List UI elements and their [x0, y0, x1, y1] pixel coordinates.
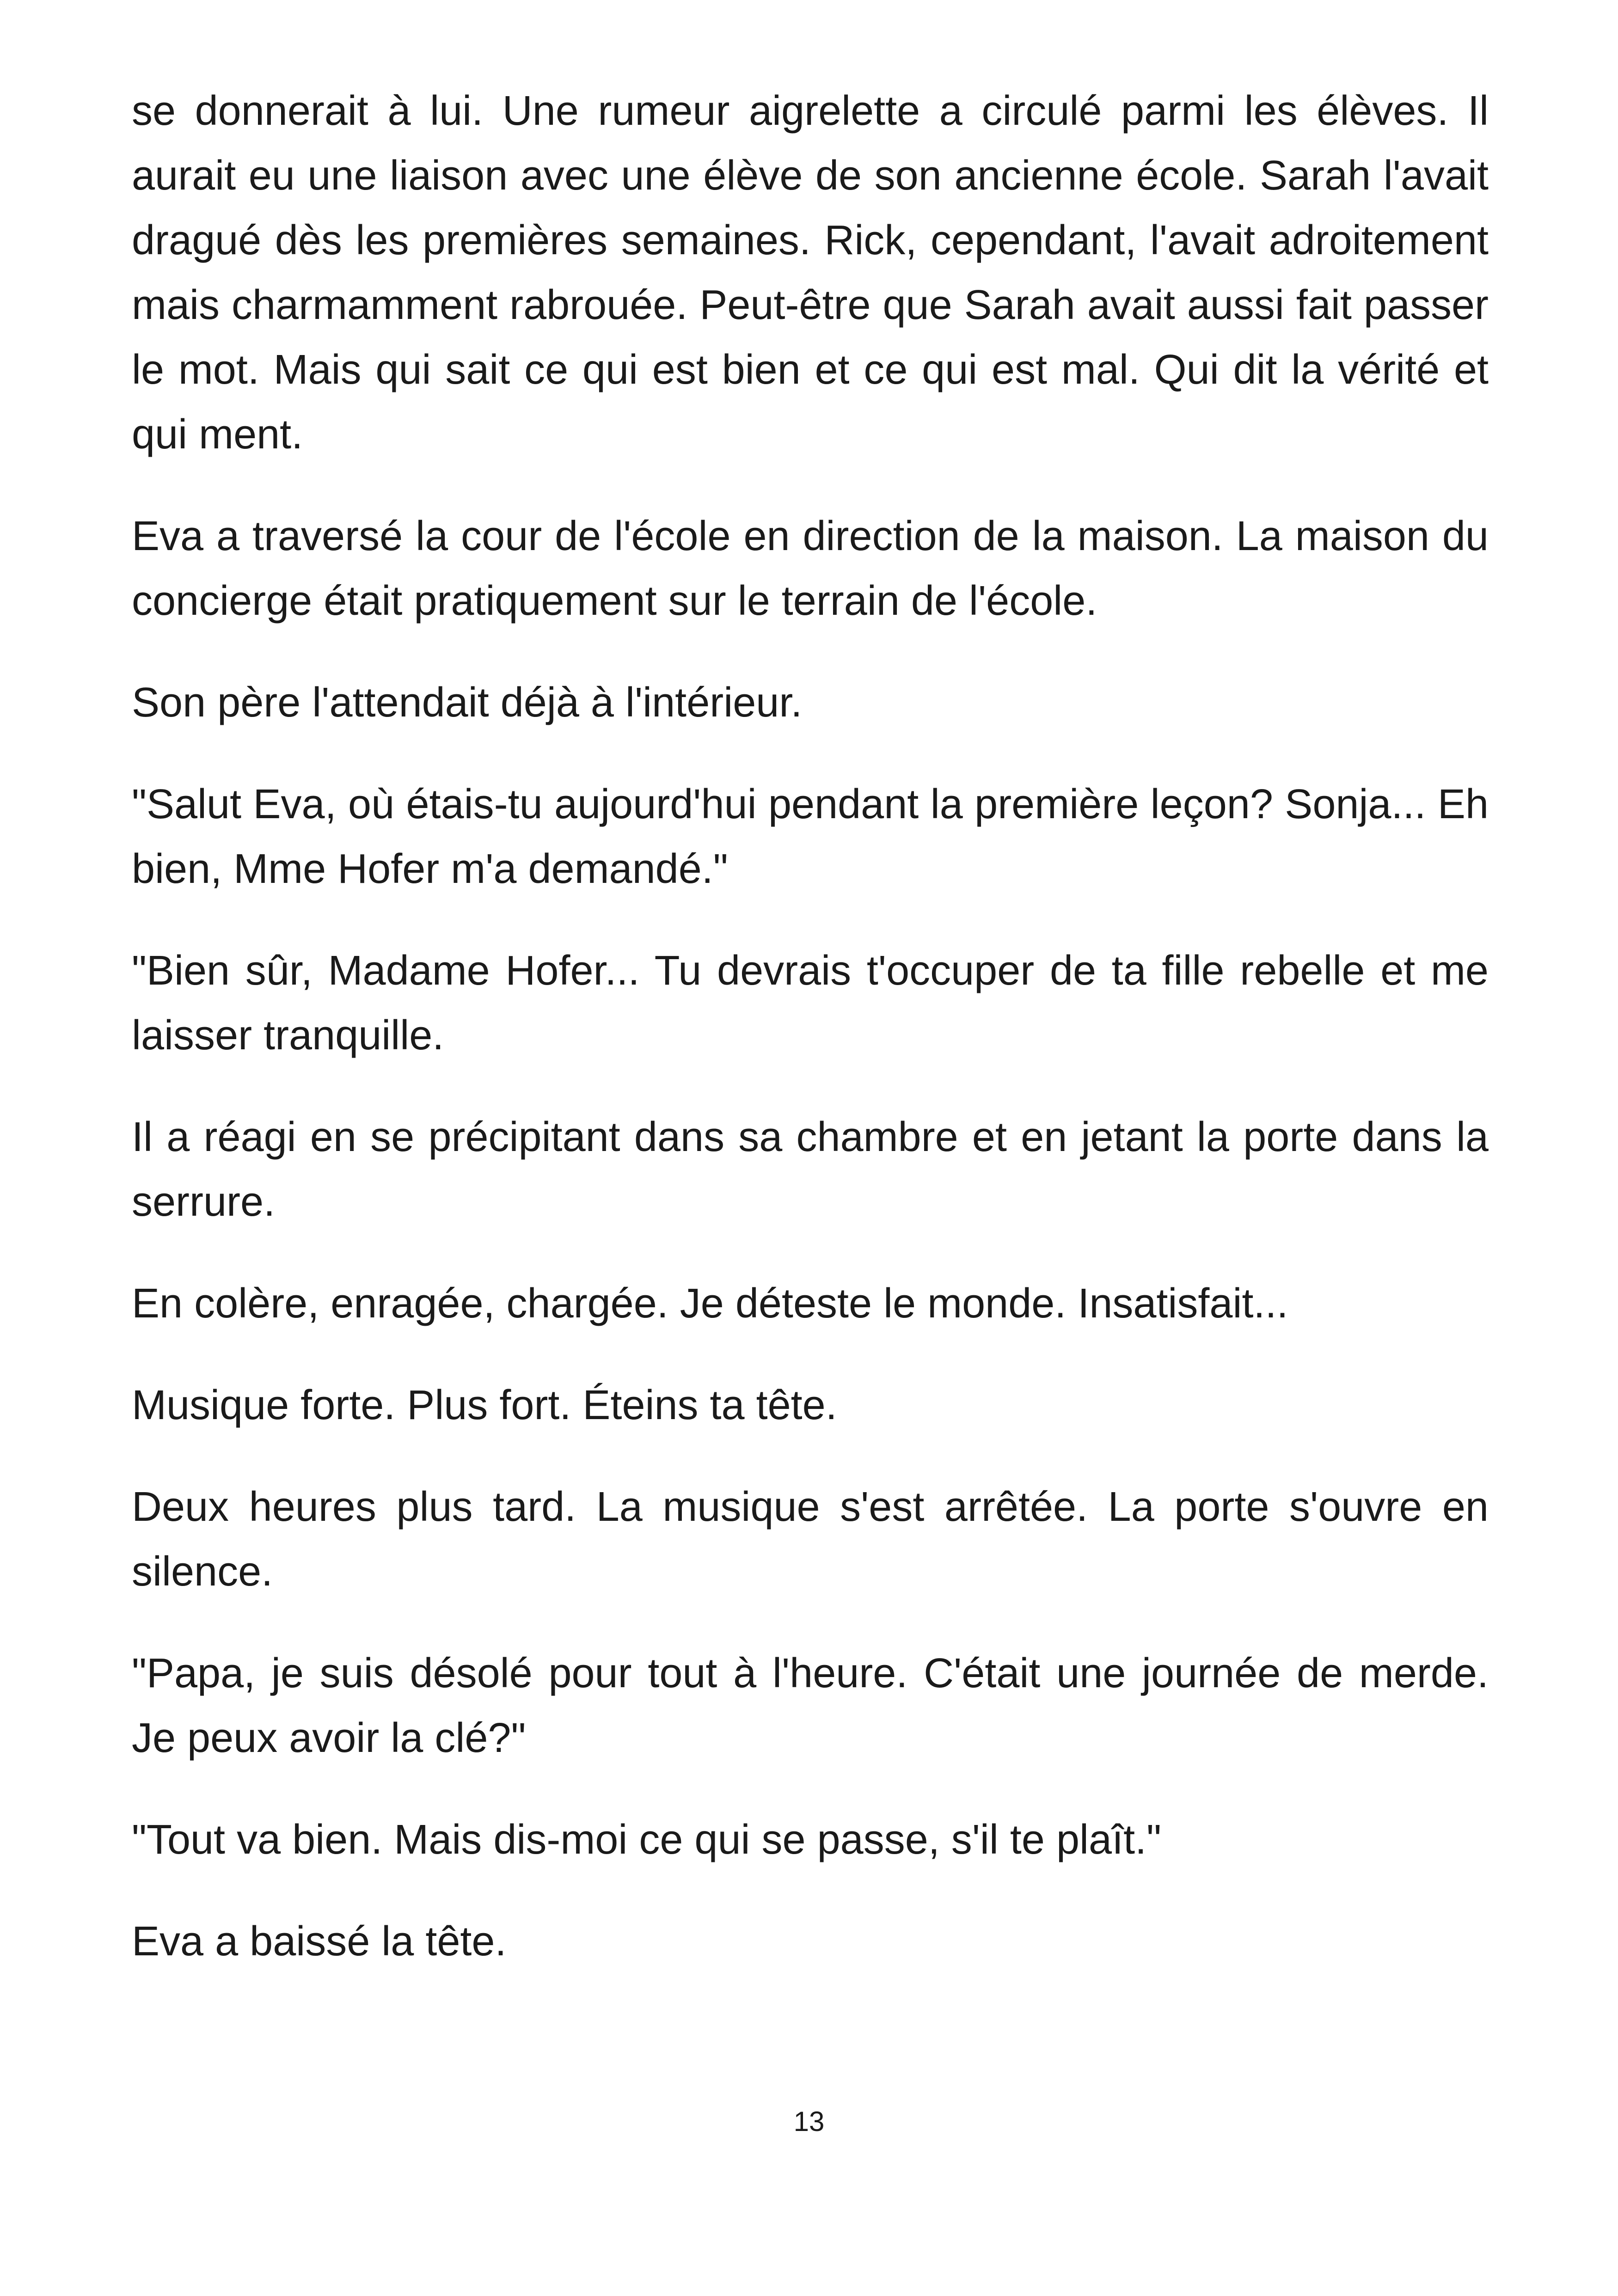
paragraph-6: Il a réagi en se précipitant dans sa chambre et en jetant la porte dans la serrure. — [132, 1114, 1489, 1225]
paragraph-1: se donnerait à lui. Une rumeur aigrelette a circulé parmi les élèves. Il aurait eu une liaison avec une élève de son ancienne école. Sarah l'avait dragué dès les premières semaines. Rick, cependant, l'avait adroitement mais charmamment rabrouée. Peut-être que Sarah avait aussi fait passer le mot. Mais qui sait ce qui est bien et ce qui est mal. Qui dit la vérité et qui ment. — [132, 88, 1489, 458]
paragraph-3: Son père l'attendait déjà à l'intérieur. — [132, 680, 803, 726]
body-text — [132, 79, 1489, 2011]
paragraph-8: Musique forte. Plus fort. Éteins ta tête. — [132, 1382, 837, 1428]
paragraph-12: Eva a baissé la tête. — [132, 1918, 507, 1965]
paragraph-4: "Salut Eva, où étais-tu aujourd'hui pendant la première leçon? Sonja... Eh bien, Mme Hofer m'a demandé." — [132, 781, 1489, 892]
paragraph-10: "Papa, je suis désolé pour tout à l'heure. C'était une journée de merde. Je peux avoir la clé?" — [132, 1650, 1489, 1761]
paragraph-11: "Tout va bien. Mais dis-moi ce qui se passe, s'il te plaît." — [132, 1817, 1162, 1863]
page-number: 13 — [793, 2106, 825, 2137]
paragraph-9: Deux heures plus tard. La musique s'est arrêtée. La porte s'ouvre en silence. — [132, 1484, 1489, 1595]
paragraph-2: Eva a traversé la cour de l'école en direction de la maison. La maison du concierge était pratiquement sur le terrain de l'école. — [132, 513, 1489, 624]
paragraph-5: "Bien sûr, Madame Hofer... Tu devrais t'occuper de ta fille rebelle et me laisser tranquille. — [132, 948, 1489, 1059]
paragraph-7: En colère, enragée, chargée. Je déteste le monde. Insatisfait... — [132, 1280, 1288, 1327]
